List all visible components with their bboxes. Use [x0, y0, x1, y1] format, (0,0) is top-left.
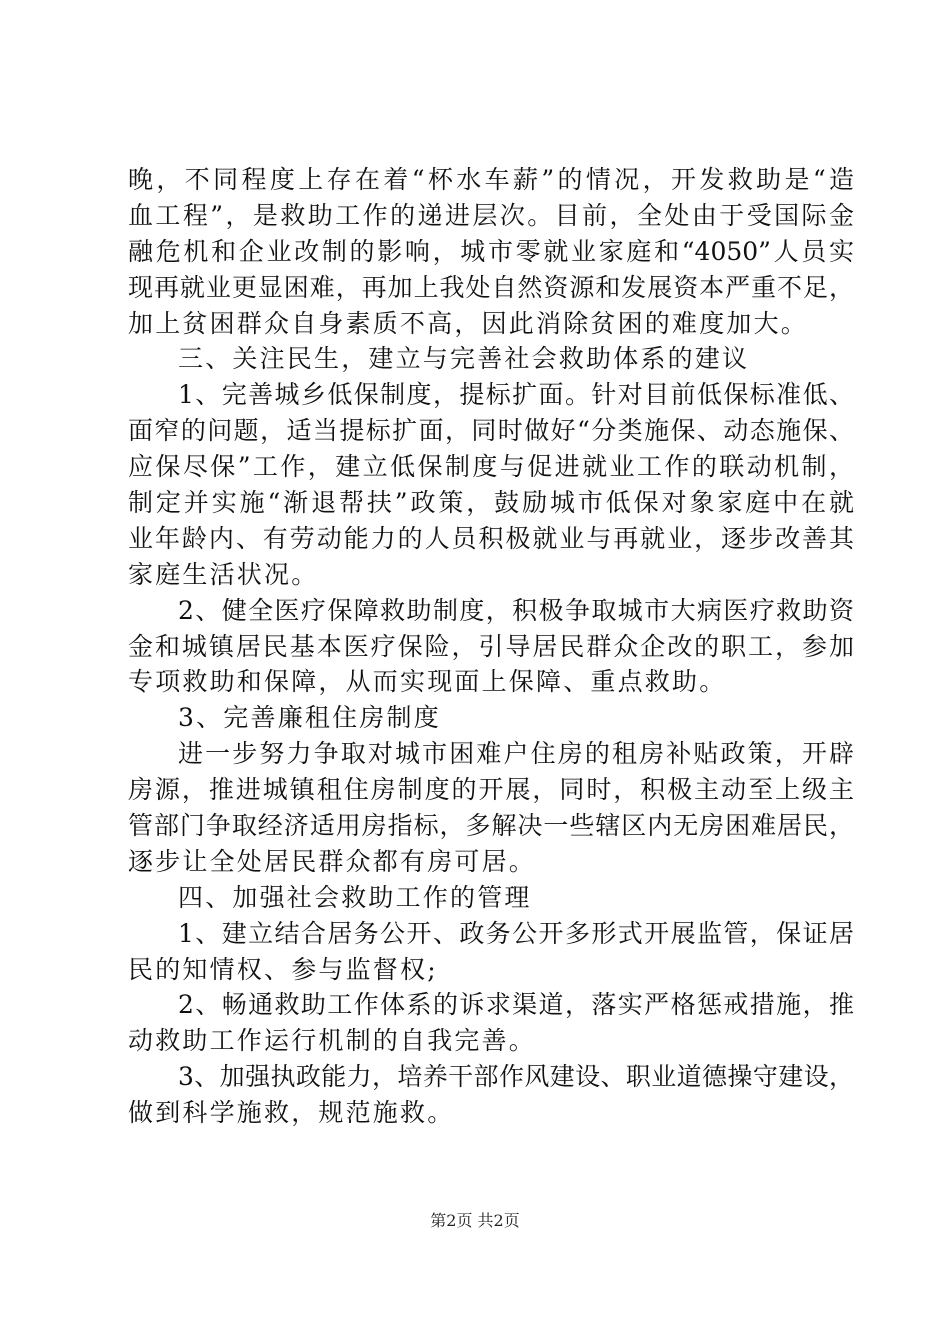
body-text	[128, 162, 854, 1131]
text-line: 动救助工作运行机制的自我完善。	[128, 1026, 537, 1056]
text-line: 血工程”，是救助工作的递进层次。目前，全处由于受国际金	[128, 200, 854, 230]
text-line: 管部门争取经济适用房指标，多解决一些辖区内无房困难居民，	[128, 811, 854, 841]
text-line: 做到科学施救，规范施救。	[128, 1098, 455, 1128]
text-line: 金和城镇居民基本医疗保险，引导居民群众企改的职工，参加	[128, 631, 854, 661]
text-line: 业年龄内、有劳动能力的人员积极就业与再就业，逐步改善其	[128, 523, 854, 553]
text-line: 家庭生活状况。	[128, 559, 319, 589]
text-line: 专项救助和保障，从而实现面上保障、重点救助。	[128, 667, 727, 697]
text-line: 1、建立结合居务公开、政务公开多形式开展监管，保证居	[178, 918, 854, 948]
text-line: 2、健全医疗保障救助制度，积极争取城市大病医疗救助资	[178, 595, 854, 625]
text-line: 应保尽保”工作，建立低保制度与促进就业工作的联动机制，	[128, 452, 854, 482]
text-line: 民的知情权、参与监督权;	[128, 954, 438, 984]
text-line: 1、完善城乡低保制度，提标扩面。针对目前低保标准低、	[178, 380, 854, 410]
text-line: 制定并实施“渐退帮扶”政策，鼓励城市低保对象家庭中在就	[128, 488, 854, 518]
text-line: 房源，推进城镇租住房制度的开展，同时，积极主动至上级主	[128, 775, 854, 805]
section-heading: 四、加强社会救助工作的管理	[178, 882, 532, 912]
page-footer	[0, 1210, 950, 1232]
text-line: 现再就业更显困难，再加上我处自然资源和发展资本严重不足，	[128, 272, 854, 302]
text-line: 2、畅通救助工作体系的诉求渠道，落实严格惩戒措施，推	[178, 990, 854, 1020]
text-line: 进一步努力争取对城市困难户住房的租房补贴政策，开辟	[178, 739, 854, 769]
page-number-label: 第2页 共2页	[430, 1211, 520, 1230]
subsection-heading: 3、完善廉租住房制度	[178, 703, 441, 733]
text-line: 加上贫困群众自身素质不高，因此消除贫困的难度加大。	[128, 308, 809, 338]
text-line: 融危机和企业改制的影响，城市零就业家庭和“4050”人员实	[128, 236, 854, 266]
text-line: 3、加强执政能力，培养干部作风建设、职业道德操守建设，	[178, 1062, 854, 1092]
text-line: 面窄的问题，适当提标扩面，同时做好“分类施保、动态施保、	[128, 416, 854, 446]
text-line: 晚，不同程度上存在着“杯水车薪”的情况，开发救助是“造	[128, 165, 854, 194]
text-line: 逐步让全处居民群众都有房可居。	[128, 846, 537, 876]
section-heading: 三、关注民生，建立与完善社会救助体系的建议	[178, 344, 750, 374]
